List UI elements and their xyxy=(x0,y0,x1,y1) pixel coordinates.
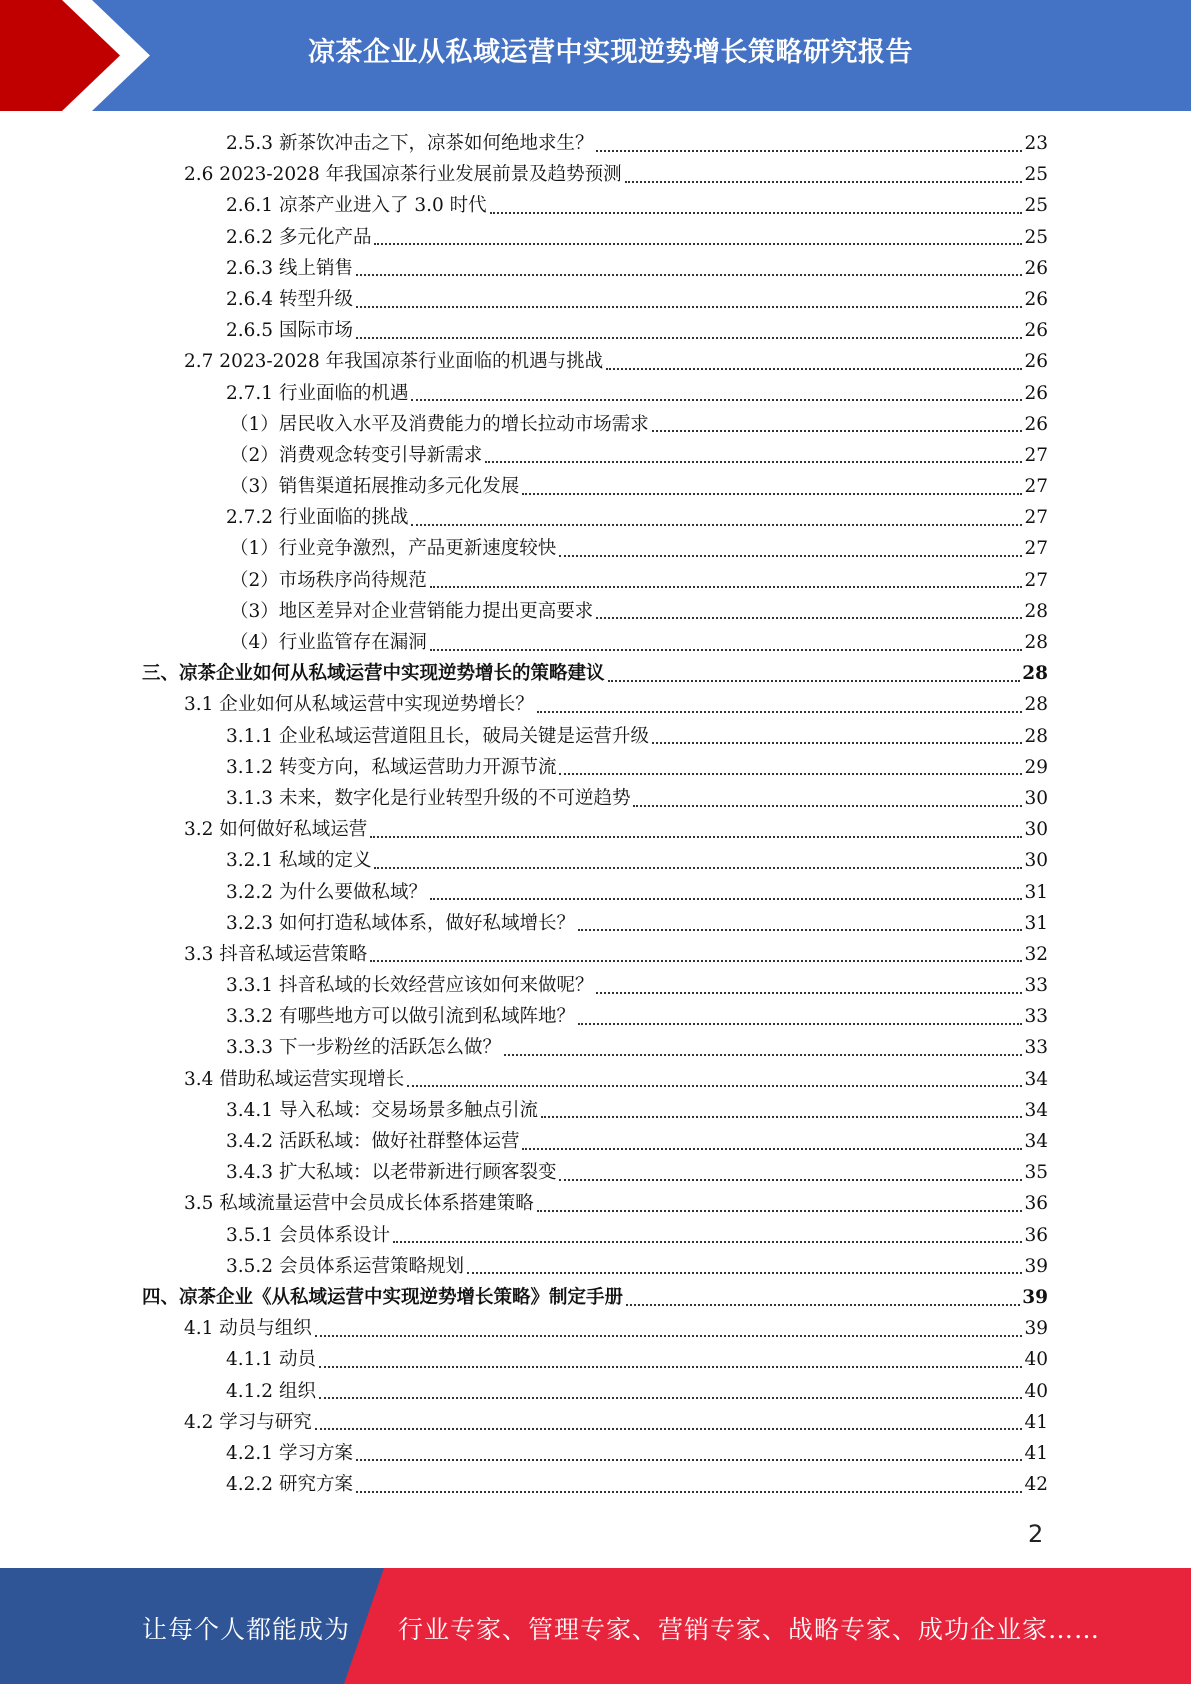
toc-dot-leader xyxy=(374,867,1022,869)
toc-entry[interactable] xyxy=(226,1220,1048,1251)
toc-entry-page: 25 xyxy=(1024,195,1048,217)
toc-entry-title: 4.1.1 动员 xyxy=(226,1349,316,1371)
toc-entry-title: 4.2.1 学习方案 xyxy=(226,1442,353,1464)
toc-entry-page: 26 xyxy=(1024,257,1048,279)
toc-entry-title: 3.4 借助私域运营实现增长 xyxy=(184,1068,405,1090)
toc-dot-leader xyxy=(430,898,1022,900)
toc-entry-title: 3.4.1 导入私域：交易场景多触点引流 xyxy=(226,1099,538,1121)
toc-entry[interactable] xyxy=(226,1344,1048,1375)
toc-entry-page: 27 xyxy=(1024,507,1048,529)
toc-entry[interactable] xyxy=(226,315,1048,346)
toc-entry-page: 26 xyxy=(1024,320,1048,342)
toc-entry-page: 41 xyxy=(1024,1442,1048,1464)
toc-dot-leader xyxy=(652,430,1023,432)
toc-entry[interactable] xyxy=(226,1001,1048,1032)
toc-entry[interactable] xyxy=(184,1188,1048,1219)
toc-entry-title: 2.6.5 国际市场 xyxy=(226,320,353,342)
toc-entry-title: 2.6 2023-2028 年我国凉茶行业发展前景及趋势预测 xyxy=(184,164,622,186)
toc-entry-page: 26 xyxy=(1024,413,1048,435)
toc-entry-title: 3.5.2 会员体系运营策略规划 xyxy=(226,1255,464,1277)
toc-dot-leader xyxy=(608,680,1021,682)
toc-dot-leader xyxy=(578,929,1022,931)
toc-dot-leader xyxy=(596,150,1022,152)
toc-dot-leader xyxy=(625,181,1023,183)
toc-dot-leader xyxy=(633,805,1022,807)
toc-entry[interactable] xyxy=(226,1032,1048,1063)
footer-slogan-right: 行业专家、管理专家、营销专家、战略专家、成功企业家…… xyxy=(398,1615,1101,1644)
toc-dot-leader xyxy=(490,212,1023,214)
toc-entry-title: 2.6.3 线上销售 xyxy=(226,257,353,279)
toc-entry-page: 26 xyxy=(1024,288,1048,310)
toc-entry-page: 31 xyxy=(1024,881,1048,903)
toc-entry-title: （2）市场秩序尚待规范 xyxy=(230,569,427,591)
toc-dot-leader xyxy=(596,992,1022,994)
toc-dot-leader xyxy=(370,836,1022,838)
toc-entry[interactable] xyxy=(226,1157,1048,1188)
page-header xyxy=(0,0,1191,111)
toc-dot-leader xyxy=(596,617,1022,619)
toc-entry-title: 3.3.2 有哪些地方可以做引流到私域阵地？ xyxy=(226,1006,575,1028)
toc-entry-page: 30 xyxy=(1024,787,1048,809)
toc-entry-title: 2.6.4 转型升级 xyxy=(226,288,353,310)
toc-entry-title: 3.5 私域流量运营中会员成长体系搭建策略 xyxy=(184,1193,534,1215)
toc-dot-leader xyxy=(319,1366,1023,1368)
toc-entry[interactable] xyxy=(184,159,1048,190)
toc-entry-page: 39 xyxy=(1024,1318,1048,1340)
toc-entry-page: 40 xyxy=(1024,1349,1048,1371)
toc-entry-page: 26 xyxy=(1024,382,1048,404)
toc-entry[interactable] xyxy=(184,346,1048,377)
toc-entry-page: 42 xyxy=(1024,1474,1048,1496)
toc-entry-title: 3.5.1 会员体系设计 xyxy=(226,1224,390,1246)
toc-entry-page: 33 xyxy=(1024,1037,1048,1059)
toc-dot-leader xyxy=(537,1210,1023,1212)
toc-dot-leader xyxy=(356,306,1023,308)
toc-entry-title: 3.3 抖音私域运营策略 xyxy=(184,943,368,965)
toc-entry-page: 34 xyxy=(1024,1131,1048,1152)
toc-entry-page: 23 xyxy=(1024,133,1048,154)
toc-entry-title: （4）行业监管存在漏洞 xyxy=(230,632,427,653)
toc-entry-title: 4.2 学习与研究 xyxy=(184,1411,312,1433)
toc-dot-leader xyxy=(537,711,1023,713)
toc-entry[interactable] xyxy=(142,658,1048,689)
toc-entry-page: 41 xyxy=(1024,1411,1048,1433)
toc-entry[interactable] xyxy=(226,502,1048,533)
toc-entry-title: 3.1.2 转变方向，私域运营助力开源节流 xyxy=(226,756,557,778)
toc-entry-page: 27 xyxy=(1024,476,1048,498)
toc-entry-page: 29 xyxy=(1024,756,1048,778)
toc-entry-page: 31 xyxy=(1024,912,1048,934)
toc-dot-leader xyxy=(522,1148,1022,1150)
toc-entry[interactable] xyxy=(226,222,1048,253)
toc-entry-title: 3.1.3 未来，数字化是行业转型升级的不可逆趋势 xyxy=(226,787,631,809)
toc-entry-title: 3.1.1 企业私域运营道阻且长，破局关键是运营升级 xyxy=(226,725,649,747)
toc-entry-title: （1）行业竞争激烈，产品更新速度较快 xyxy=(230,538,557,560)
toc-dot-leader xyxy=(652,742,1022,744)
toc-dot-leader xyxy=(430,649,1023,651)
toc-dot-leader xyxy=(356,1459,1023,1461)
toc-entry-page: 36 xyxy=(1024,1224,1048,1246)
toc-entry-title: 2.7.1 行业面临的机遇 xyxy=(226,382,409,404)
toc-entry[interactable] xyxy=(226,752,1048,783)
toc-dot-leader xyxy=(467,1272,1022,1274)
toc-entry-page: 39 xyxy=(1024,1255,1048,1277)
toc-dot-leader xyxy=(411,524,1022,526)
toc-entry[interactable] xyxy=(184,939,1048,970)
toc-entry[interactable] xyxy=(226,1126,1048,1157)
toc-dot-leader xyxy=(541,1116,1022,1118)
toc-entry[interactable] xyxy=(226,721,1048,752)
toc-entry[interactable] xyxy=(230,596,1048,627)
toc-entry-title: 3.2 如何做好私域运营 xyxy=(184,819,368,841)
toc-entry-title: 2.6.1 凉茶产业进入了 3.0 时代 xyxy=(226,195,487,217)
toc-dot-leader xyxy=(407,1085,1022,1087)
toc-dot-leader xyxy=(626,1304,1020,1306)
toc-entry[interactable] xyxy=(226,1251,1048,1282)
toc-entry-title: 4.1.2 组织 xyxy=(226,1380,316,1402)
toc-entry-title: 2.5.3 新茶饮冲击之下，凉茶如何绝地求生？ xyxy=(226,133,594,154)
toc-entry-page: 36 xyxy=(1024,1193,1048,1215)
toc-entry[interactable] xyxy=(230,627,1048,658)
toc-entry-page: 25 xyxy=(1024,226,1048,248)
toc-entry-page: 27 xyxy=(1024,538,1048,560)
toc-entry[interactable] xyxy=(184,814,1048,845)
toc-entry[interactable] xyxy=(230,565,1048,596)
toc-dot-leader xyxy=(315,1335,1023,1337)
toc-dot-leader xyxy=(578,1023,1022,1025)
table-of-contents xyxy=(0,128,1191,1500)
toc-dot-leader xyxy=(559,555,1022,557)
toc-entry[interactable] xyxy=(142,1282,1048,1313)
toc-entry[interactable] xyxy=(226,1095,1048,1126)
toc-entry[interactable] xyxy=(226,783,1048,814)
toc-entry-title: （1）居民收入水平及消费能力的增长拉动市场需求 xyxy=(230,413,649,435)
toc-entry[interactable] xyxy=(226,253,1048,284)
toc-entry-title: 3.1 企业如何从私域运营中实现逆势增长？ xyxy=(184,694,534,716)
toc-entry[interactable] xyxy=(226,908,1048,939)
toc-entry-page: 27 xyxy=(1024,569,1048,591)
toc-entry[interactable] xyxy=(230,471,1048,502)
toc-entry-page: 25 xyxy=(1024,164,1048,186)
toc-entry[interactable] xyxy=(230,533,1048,564)
toc-entry-page: 30 xyxy=(1024,850,1048,872)
toc-entry[interactable] xyxy=(226,1469,1048,1500)
toc-entry-title: （3）地区差异对企业营销能力提出更高要求 xyxy=(230,600,594,622)
toc-entry-page: 40 xyxy=(1024,1380,1048,1402)
page-number: 2 xyxy=(1028,1520,1044,1548)
toc-entry-title: 3.4.3 扩大私域：以老带新进行顾客裂变 xyxy=(226,1162,557,1184)
page-footer xyxy=(0,1568,1191,1684)
toc-entry[interactable] xyxy=(226,378,1048,409)
toc-entry-title: 3.3.1 抖音私域的长效经营应该如何来做呢？ xyxy=(226,975,594,997)
toc-entry[interactable] xyxy=(184,1313,1048,1344)
toc-entry-title: 三、凉茶企业如何从私域运营中实现逆势增长的策略建议 xyxy=(142,663,605,685)
report-title: 凉茶企业从私域运营中实现逆势增长策略研究报告 xyxy=(308,37,913,68)
toc-dot-leader xyxy=(606,368,1022,370)
toc-entry-page: 30 xyxy=(1024,819,1048,841)
toc-entry-page: 28 xyxy=(1024,600,1048,622)
toc-dot-leader xyxy=(356,337,1023,339)
toc-dot-leader xyxy=(411,399,1022,401)
toc-dot-leader xyxy=(374,243,1022,245)
toc-entry-page: 33 xyxy=(1024,1006,1048,1028)
toc-dot-leader xyxy=(370,960,1022,962)
toc-entry-title: 3.2.2 为什么要做私域？ xyxy=(226,881,427,903)
toc-entry-page: 28 xyxy=(1022,663,1048,685)
toc-entry-title: 四、凉茶企业《从私域运营中实现逆势增长策略》制定手册 xyxy=(142,1286,624,1308)
toc-entry-title: 3.2.1 私域的定义 xyxy=(226,850,372,872)
toc-entry[interactable] xyxy=(184,689,1048,720)
toc-entry-page: 28 xyxy=(1024,725,1048,747)
toc-entry-title: 2.6.2 多元化产品 xyxy=(226,226,372,248)
toc-dot-leader xyxy=(393,1241,1022,1243)
toc-entry-page: 33 xyxy=(1024,975,1048,997)
toc-entry[interactable] xyxy=(226,845,1048,876)
toc-entry-page: 27 xyxy=(1024,444,1048,466)
toc-entry[interactable] xyxy=(184,1407,1048,1438)
toc-entry[interactable] xyxy=(226,128,1048,159)
toc-dot-leader xyxy=(356,274,1023,276)
toc-entry-title: 3.3.3 下一步粉丝的活跃怎么做？ xyxy=(226,1037,501,1059)
toc-entry-page: 28 xyxy=(1024,632,1048,653)
toc-entry[interactable] xyxy=(230,440,1048,471)
toc-entry-page: 34 xyxy=(1024,1099,1048,1121)
toc-dot-leader xyxy=(315,1428,1023,1430)
toc-dot-leader xyxy=(485,461,1022,463)
toc-entry[interactable] xyxy=(226,284,1048,315)
toc-dot-leader xyxy=(522,493,1022,495)
toc-dot-leader xyxy=(319,1397,1023,1399)
toc-entry-page: 26 xyxy=(1024,351,1048,373)
toc-entry-page: 34 xyxy=(1024,1068,1048,1090)
toc-entry-page: 28 xyxy=(1024,694,1048,716)
toc-entry[interactable] xyxy=(184,1064,1048,1095)
footer-slogan-left: 让每个人都能成为 xyxy=(142,1615,351,1644)
toc-entry-page: 39 xyxy=(1022,1286,1048,1308)
toc-dot-leader xyxy=(356,1491,1023,1493)
toc-entry[interactable] xyxy=(226,190,1048,221)
toc-dot-leader xyxy=(559,773,1022,775)
toc-entry[interactable] xyxy=(230,409,1048,440)
toc-entry-title: 4.1 动员与组织 xyxy=(184,1318,312,1340)
toc-entry-title: 2.7.2 行业面临的挑战 xyxy=(226,507,409,529)
toc-entry[interactable] xyxy=(226,877,1048,908)
toc-entry-title: 4.2.2 研究方案 xyxy=(226,1474,353,1496)
toc-entry[interactable] xyxy=(226,1376,1048,1407)
toc-dot-leader xyxy=(430,586,1023,588)
toc-dot-leader xyxy=(504,1054,1022,1056)
toc-entry-page: 32 xyxy=(1024,943,1048,965)
toc-entry-title: 3.2.3 如何打造私域体系，做好私域增长？ xyxy=(226,912,575,934)
toc-entry-title: （3）销售渠道拓展推动多元化发展 xyxy=(230,476,520,498)
toc-entry[interactable] xyxy=(226,970,1048,1001)
toc-entry-page: 35 xyxy=(1024,1162,1048,1184)
toc-entry[interactable] xyxy=(226,1438,1048,1469)
toc-entry-title: （2）消费观念转变引导新需求 xyxy=(230,444,483,466)
toc-entry-title: 3.4.2 活跃私域：做好社群整体运营 xyxy=(226,1131,520,1152)
toc-dot-leader xyxy=(559,1179,1022,1181)
toc-entry-title: 2.7 2023-2028 年我国凉茶行业面临的机遇与挑战 xyxy=(184,351,604,373)
